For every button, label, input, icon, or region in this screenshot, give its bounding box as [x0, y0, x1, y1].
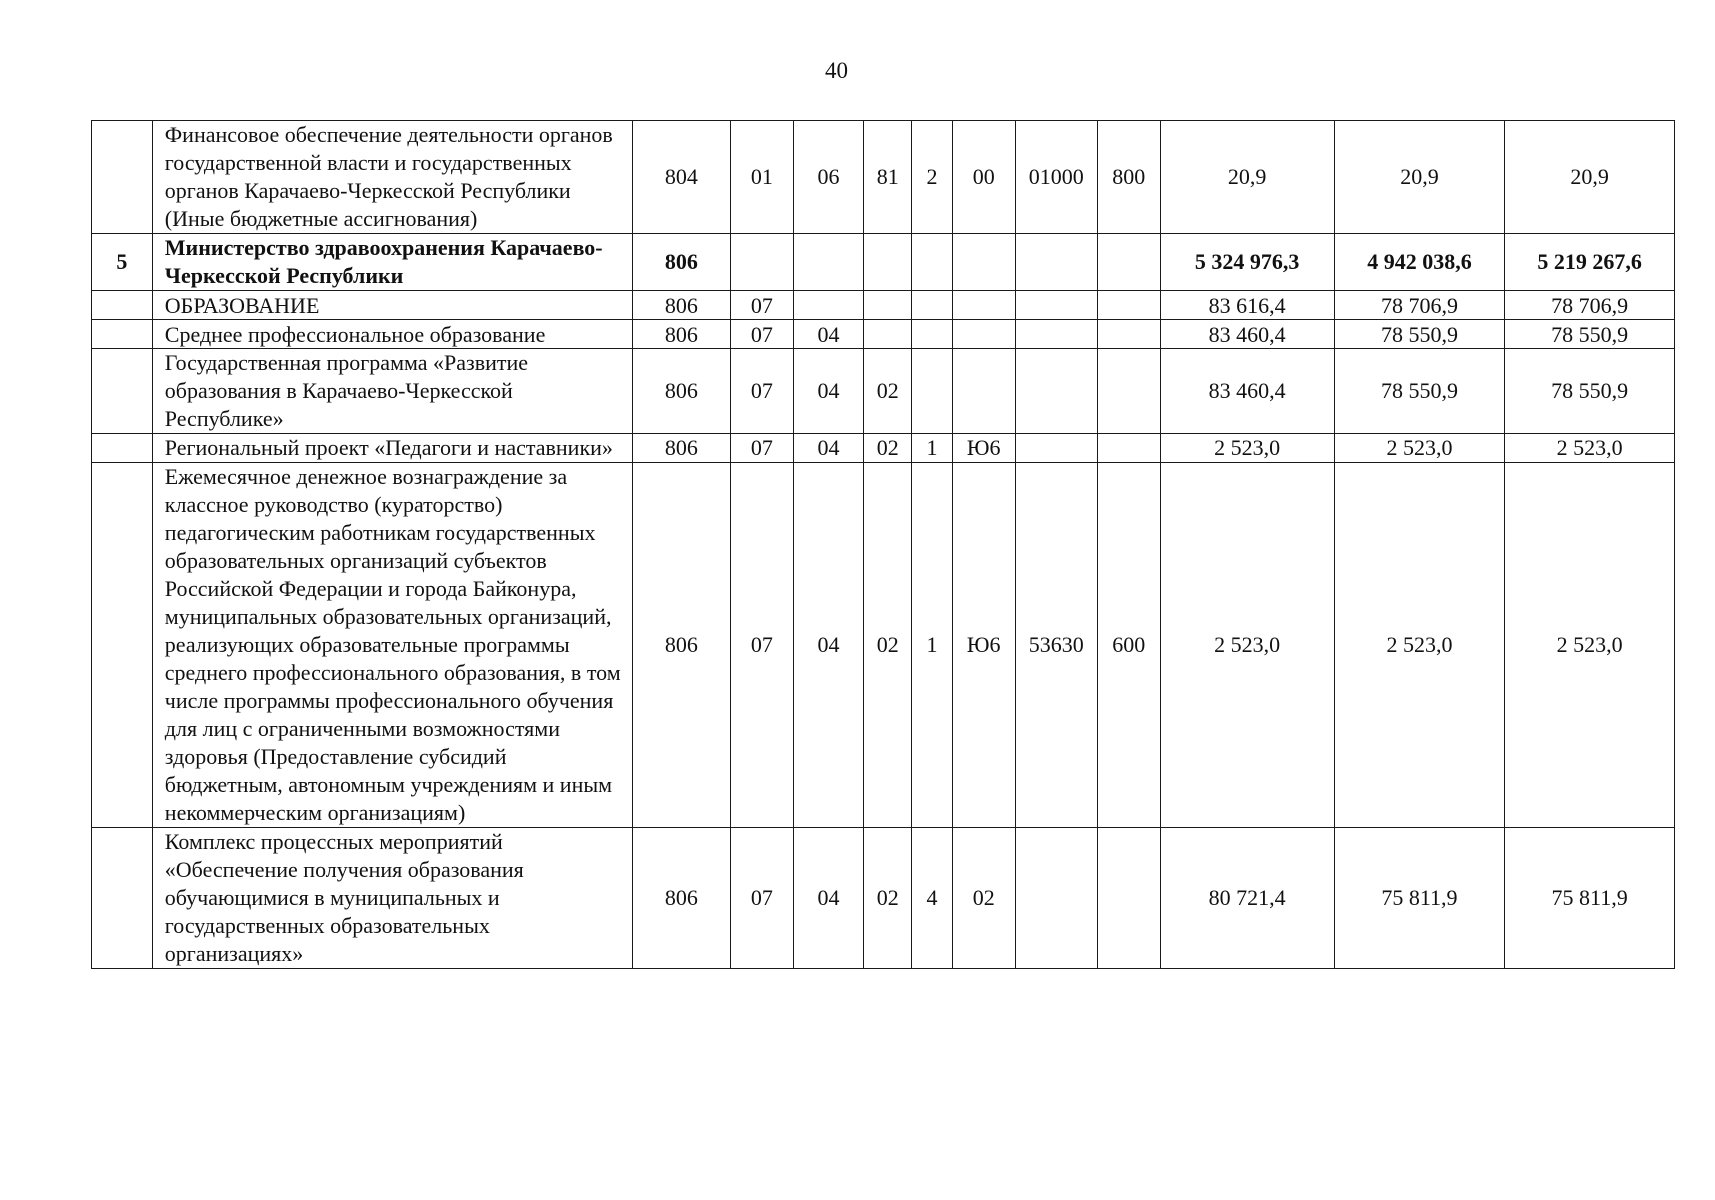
amount-year-1-cell: 83 616,4: [1160, 291, 1334, 320]
direction-code-cell: [1015, 349, 1097, 434]
structure-code-cell: Ю6: [952, 434, 1015, 463]
table-row: [92, 828, 1675, 969]
amount-year-3-cell: 2 523,0: [1505, 463, 1675, 828]
amount-year-1-cell: 83 460,4: [1160, 349, 1334, 434]
ministry-code-cell: 806: [632, 434, 730, 463]
amount-year-3-cell: 2 523,0: [1505, 434, 1675, 463]
row-number-cell: [92, 828, 153, 969]
subsection-code-cell: [793, 234, 863, 291]
ministry-code-cell: 806: [632, 291, 730, 320]
ministry-code-cell: 806: [632, 463, 730, 828]
amount-year-3-cell: 78 706,9: [1505, 291, 1675, 320]
amount-year-1-cell: 5 324 976,3: [1160, 234, 1334, 291]
amount-year-2-cell: 78 550,9: [1334, 349, 1505, 434]
amount-year-1-cell: 83 460,4: [1160, 320, 1334, 349]
structure-code-cell: [952, 291, 1015, 320]
amount-year-3-cell: 5 219 267,6: [1505, 234, 1675, 291]
direction-code-cell: 53630: [1015, 463, 1097, 828]
amount-year-2-cell: 2 523,0: [1334, 434, 1505, 463]
row-number-cell: [92, 434, 153, 463]
subprogram-code-cell: 1: [912, 434, 953, 463]
amount-year-2-cell: 78 706,9: [1334, 291, 1505, 320]
subprogram-code-cell: 2: [912, 121, 953, 234]
amount-year-2-cell: 78 550,9: [1334, 320, 1505, 349]
direction-code-cell: [1015, 434, 1097, 463]
item-name-cell: Финансовое обеспечение деятельности органов государственной власти и государственных органов Карачаево-Черкесской Республики (Иные бюджетные ассигнования): [152, 121, 632, 234]
section-code-cell: 07: [730, 434, 793, 463]
structure-code-cell: 02: [952, 828, 1015, 969]
page-number: 40: [825, 58, 848, 83]
amount-year-1-cell: 20,9: [1160, 121, 1334, 234]
ministry-code-cell: 806: [632, 320, 730, 349]
item-name-cell: Министерство здравоохранения Карачаево-Черкесской Республики: [152, 234, 632, 291]
expense-type-cell: [1097, 434, 1160, 463]
structure-code-cell: 00: [952, 121, 1015, 234]
program-code-cell: [864, 320, 912, 349]
program-code-cell: [864, 234, 912, 291]
row-number-cell: [92, 291, 153, 320]
table-row: [92, 320, 1675, 349]
table-row: [92, 234, 1675, 291]
direction-code-cell: [1015, 234, 1097, 291]
table-row: [92, 291, 1675, 320]
row-number-cell: [92, 349, 153, 434]
item-name-cell: Ежемесячное денежное вознаграждение за классное руководство (кураторство) педагогическим работникам государственных образовательных организаций субъектов Российской Федерации и города Байконура, муниципальных образовательных организаций, реализующих образовательные программы среднего профессионального образования, в том числе программы профессионального обучения для лиц с ограниченными возможностями здоровья (Предоставление субсидий бюджетным, автономным учреждениям и иным некоммерческим организациям): [152, 463, 632, 828]
row-number-cell: [92, 121, 153, 234]
amount-year-3-cell: 78 550,9: [1505, 320, 1675, 349]
subprogram-code-cell: [912, 291, 953, 320]
amount-year-3-cell: 20,9: [1505, 121, 1675, 234]
direction-code-cell: [1015, 828, 1097, 969]
expense-type-cell: [1097, 320, 1160, 349]
expense-type-cell: [1097, 291, 1160, 320]
program-code-cell: 02: [864, 463, 912, 828]
subprogram-code-cell: [912, 349, 953, 434]
ministry-code-cell: 804: [632, 121, 730, 234]
subsection-code-cell: 04: [793, 434, 863, 463]
expense-type-cell: 800: [1097, 121, 1160, 234]
subprogram-code-cell: 4: [912, 828, 953, 969]
program-code-cell: 81: [864, 121, 912, 234]
program-code-cell: 02: [864, 828, 912, 969]
amount-year-2-cell: 75 811,9: [1334, 828, 1505, 969]
direction-code-cell: 01000: [1015, 121, 1097, 234]
amount-year-3-cell: 75 811,9: [1505, 828, 1675, 969]
expense-type-cell: [1097, 234, 1160, 291]
structure-code-cell: [952, 320, 1015, 349]
amount-year-1-cell: 80 721,4: [1160, 828, 1334, 969]
program-code-cell: 02: [864, 434, 912, 463]
program-code-cell: 02: [864, 349, 912, 434]
ministry-code-cell: 806: [632, 234, 730, 291]
table-body: [92, 121, 1675, 969]
direction-code-cell: [1015, 320, 1097, 349]
subprogram-code-cell: [912, 234, 953, 291]
amount-year-1-cell: 2 523,0: [1160, 463, 1334, 828]
amount-year-2-cell: 2 523,0: [1334, 463, 1505, 828]
subsection-code-cell: [793, 291, 863, 320]
direction-code-cell: [1015, 291, 1097, 320]
structure-code-cell: [952, 349, 1015, 434]
table-row: [92, 121, 1675, 234]
section-code-cell: 07: [730, 463, 793, 828]
row-number-cell: [92, 463, 153, 828]
row-number-cell: 5: [92, 234, 153, 291]
amount-year-2-cell: 4 942 038,6: [1334, 234, 1505, 291]
section-code-cell: 07: [730, 320, 793, 349]
table-row: [92, 349, 1675, 434]
section-code-cell: [730, 234, 793, 291]
ministry-code-cell: 806: [632, 349, 730, 434]
item-name-cell: Комплекс процессных мероприятий «Обеспечение получения образования обучающимися в муниципальных и государственных образовательных организациях»: [152, 828, 632, 969]
expense-type-cell: [1097, 828, 1160, 969]
section-code-cell: 07: [730, 349, 793, 434]
table-row: [92, 434, 1675, 463]
subprogram-code-cell: [912, 320, 953, 349]
item-name-cell: ОБРАЗОВАНИЕ: [152, 291, 632, 320]
subsection-code-cell: 04: [793, 828, 863, 969]
structure-code-cell: [952, 234, 1015, 291]
subsection-code-cell: 06: [793, 121, 863, 234]
expense-type-cell: [1097, 349, 1160, 434]
item-name-cell: Региональный проект «Педагоги и наставники»: [152, 434, 632, 463]
budget-table: [91, 120, 1675, 969]
subsection-code-cell: 04: [793, 320, 863, 349]
subsection-code-cell: 04: [793, 463, 863, 828]
section-code-cell: 07: [730, 828, 793, 969]
section-code-cell: 07: [730, 291, 793, 320]
section-code-cell: 01: [730, 121, 793, 234]
amount-year-1-cell: 2 523,0: [1160, 434, 1334, 463]
row-number-cell: [92, 320, 153, 349]
item-name-cell: Среднее профессиональное образование: [152, 320, 632, 349]
expense-type-cell: 600: [1097, 463, 1160, 828]
program-code-cell: [864, 291, 912, 320]
subprogram-code-cell: 1: [912, 463, 953, 828]
table-row: [92, 463, 1675, 828]
item-name-cell: Государственная программа «Развитие образования в Карачаево-Черкесской Республике»: [152, 349, 632, 434]
ministry-code-cell: 806: [632, 828, 730, 969]
structure-code-cell: Ю6: [952, 463, 1015, 828]
amount-year-3-cell: 78 550,9: [1505, 349, 1675, 434]
subsection-code-cell: 04: [793, 349, 863, 434]
amount-year-2-cell: 20,9: [1334, 121, 1505, 234]
